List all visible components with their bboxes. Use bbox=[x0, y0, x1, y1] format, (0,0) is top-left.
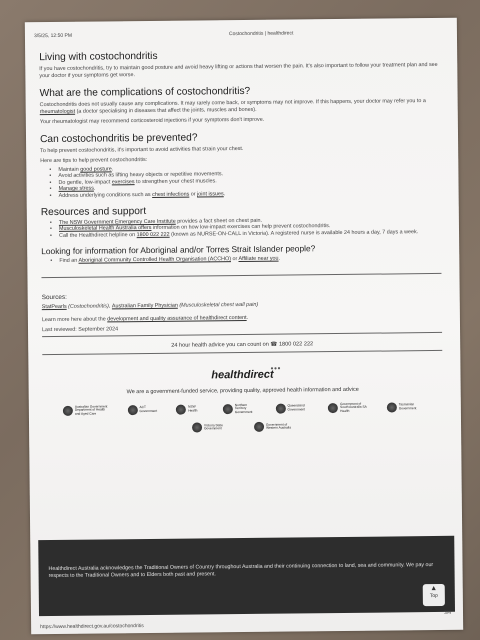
print-date: 3/5/25, 12:50 PM bbox=[33, 32, 73, 40]
chest-infections-link[interactable]: chest infections bbox=[152, 191, 190, 198]
gov-logo bbox=[192, 423, 228, 433]
government-logos-row-1 bbox=[43, 402, 443, 417]
crest-icon bbox=[275, 404, 285, 414]
mha-link[interactable]: Musculoskeletal Health Australia offers bbox=[58, 225, 152, 233]
text-span: information on how low-impact exercises can help prevent costochondritis. bbox=[151, 223, 331, 232]
back-to-top-label: Top bbox=[429, 592, 438, 600]
aboriginal-heading: Looking for information for Aboriginal and/or Torres Strait Islander people? bbox=[41, 243, 316, 257]
living-text: If you have costochondritis, try to maintain good posture and avoid heavy lifting or actions that worsen the pain. It's also important to follow your treatment plan and see your doctor if your symptoms get worse. bbox=[39, 61, 438, 80]
joint-issues-link[interactable]: joint issues bbox=[197, 190, 224, 198]
gov-logo-label: Northern Territory Government bbox=[234, 402, 253, 414]
text-span: or bbox=[230, 256, 239, 263]
text-span: . bbox=[223, 190, 226, 197]
chevron-up-icon: ▲ bbox=[430, 584, 438, 593]
text-span: Maintain bbox=[58, 166, 81, 173]
learn-more bbox=[42, 313, 442, 324]
divider bbox=[41, 273, 441, 278]
page-number: 3/4 bbox=[444, 609, 452, 616]
gov-logo-label: Government of Western Australia bbox=[266, 422, 292, 431]
gov-logo-label: NSW Health bbox=[188, 404, 198, 413]
gov-logo-label: Victoria State Government bbox=[204, 423, 223, 431]
resources-heading: Resources and support bbox=[40, 206, 147, 219]
acknowledgement-text: Healthdirect Australia acknowledges the Traditional Owners of Country throughout Australia and their continuing connection to land, sea and community. We pay our respects to the Traditional Owners and to Elders both past and present. bbox=[48, 562, 434, 580]
text-span: . bbox=[278, 255, 281, 262]
text-span: (a doctor specialising in diseases that affect the joints, muscles and bones). bbox=[75, 106, 257, 115]
gov-logo bbox=[63, 405, 109, 416]
divider bbox=[42, 350, 442, 355]
crest-icon bbox=[223, 404, 233, 414]
affiliate-link[interactable]: Affiliate near you bbox=[238, 255, 279, 263]
gov-logo-label: Government of South Australia SA Health bbox=[340, 401, 367, 413]
tasmanian-devil-icon bbox=[387, 402, 397, 412]
logo-text: healthdirect bbox=[211, 368, 274, 382]
gov-logo bbox=[176, 404, 204, 414]
text-span: . bbox=[93, 185, 96, 192]
text-span: . bbox=[111, 166, 114, 173]
text-span: Address underlying conditions such as bbox=[58, 191, 153, 199]
gov-logo-label: Queensland Government bbox=[287, 403, 306, 412]
sources-list bbox=[42, 300, 442, 311]
helpline-phone-link[interactable]: 1800 022 222 bbox=[136, 231, 170, 238]
text-span: or bbox=[189, 191, 198, 198]
logo-dots-icon: ●●● bbox=[270, 365, 282, 372]
swan-icon bbox=[254, 422, 264, 432]
text-span: Find an bbox=[59, 257, 79, 265]
helpline-banner[interactable]: 24 hour health advice you can count on ☎ 1800 022 222 bbox=[171, 340, 314, 349]
complications-heading: What are the complications of costochondritis? bbox=[39, 85, 251, 100]
article-content bbox=[39, 40, 443, 435]
exercises-link[interactable]: exercises bbox=[111, 178, 135, 186]
resources-list bbox=[41, 216, 441, 239]
sources-section bbox=[42, 290, 442, 334]
crest-icon bbox=[63, 406, 73, 416]
nsw-eci-link[interactable]: The NSW Government Emergency Care Institute bbox=[58, 218, 176, 226]
gov-logo bbox=[328, 402, 368, 413]
text-span: (Costochondritis), bbox=[66, 303, 112, 310]
acknowledgement-footer bbox=[38, 536, 455, 616]
text-span: Avoid activities such as lifting heavy objects or repetitive movements. bbox=[58, 171, 224, 180]
waratah-icon bbox=[176, 405, 186, 415]
crest-icon bbox=[328, 403, 338, 413]
gov-logo bbox=[127, 405, 157, 415]
text-span: Costochondritis does not usually cause any complications. It may rarely come back, or symptoms may not improve. If this happens, your doctor may refer you to a bbox=[39, 98, 426, 109]
text-span: . bbox=[246, 314, 249, 321]
text-span: Call the Healthdirect helpline on bbox=[59, 231, 137, 239]
statpearls-link[interactable]: StatPearls bbox=[41, 303, 67, 310]
gov-logo-label: Tasmanian Government bbox=[398, 402, 417, 411]
sources-label: Sources: bbox=[41, 293, 67, 301]
government-logos-row-2 bbox=[43, 420, 443, 434]
gov-logo bbox=[223, 404, 257, 415]
rheumatologist-link[interactable]: rheumatologist bbox=[39, 108, 76, 116]
text-span: (Musculoskeletal chest wall pain) bbox=[177, 301, 259, 309]
good-posture-link[interactable]: good posture bbox=[80, 166, 112, 173]
aboriginal-list bbox=[41, 254, 441, 265]
print-header bbox=[33, 29, 445, 40]
manage-stress-link[interactable]: Manage stress bbox=[58, 185, 94, 193]
prevent-tips-intro: Here are tips to help prevent costochondritis: bbox=[40, 157, 148, 165]
text-span: provides a fact sheet on chest pain. bbox=[175, 217, 263, 225]
gov-logo-label: Australian Government Department of Health and Aged Care bbox=[74, 404, 108, 416]
text-span: (known as NURSE-ON-CALL in Victoria). A registered nurse is available 24 hours a day, 7 days a week. bbox=[169, 229, 419, 238]
text-span: Learn more here about the bbox=[41, 316, 108, 323]
victoria-icon bbox=[192, 423, 202, 433]
text-span: Do gentle, low-impact bbox=[58, 179, 112, 186]
healthdirect-logo[interactable] bbox=[42, 367, 442, 383]
printed-page bbox=[25, 18, 463, 634]
complications-text-2: Your rheumatologist may recommend corticosteroid injections if your symptoms don't improve. bbox=[39, 116, 265, 126]
gov-logo bbox=[254, 422, 294, 432]
brand-tagline: We are a government-funded service, providing quality, approved health information and advice bbox=[126, 386, 359, 395]
afp-link[interactable]: Australian Family Physician bbox=[111, 302, 178, 310]
last-reviewed: Last reviewed: September 2024 bbox=[41, 325, 119, 333]
living-heading: Living with costochondritis bbox=[39, 50, 158, 64]
prevent-tips-list bbox=[40, 163, 440, 199]
text-span: to strengthen your chest muscles. bbox=[134, 178, 217, 185]
list-item bbox=[41, 254, 441, 265]
page-url: https://www.healthdirect.gov.au/costochondritis bbox=[40, 623, 144, 631]
gov-logo bbox=[275, 403, 309, 413]
quality-assurance-link[interactable]: development and quality assurance of healthdirect content bbox=[107, 314, 247, 323]
crest-icon bbox=[127, 405, 137, 415]
back-to-top-button[interactable] bbox=[423, 584, 445, 606]
prevent-intro: To help prevent costochondritis, it's important to avoid activities that strain your chest. bbox=[40, 145, 244, 155]
gov-logo-label: ACT Government bbox=[139, 405, 158, 414]
accho-link[interactable]: Aboriginal Community Controlled Health Organisation (ACCHO) bbox=[78, 256, 232, 264]
print-title: Costochondritis | healthdirect bbox=[228, 30, 294, 38]
prevent-heading: Can costochondritis be prevented? bbox=[39, 132, 198, 146]
gov-logo bbox=[387, 402, 423, 412]
complications-text bbox=[40, 98, 440, 116]
